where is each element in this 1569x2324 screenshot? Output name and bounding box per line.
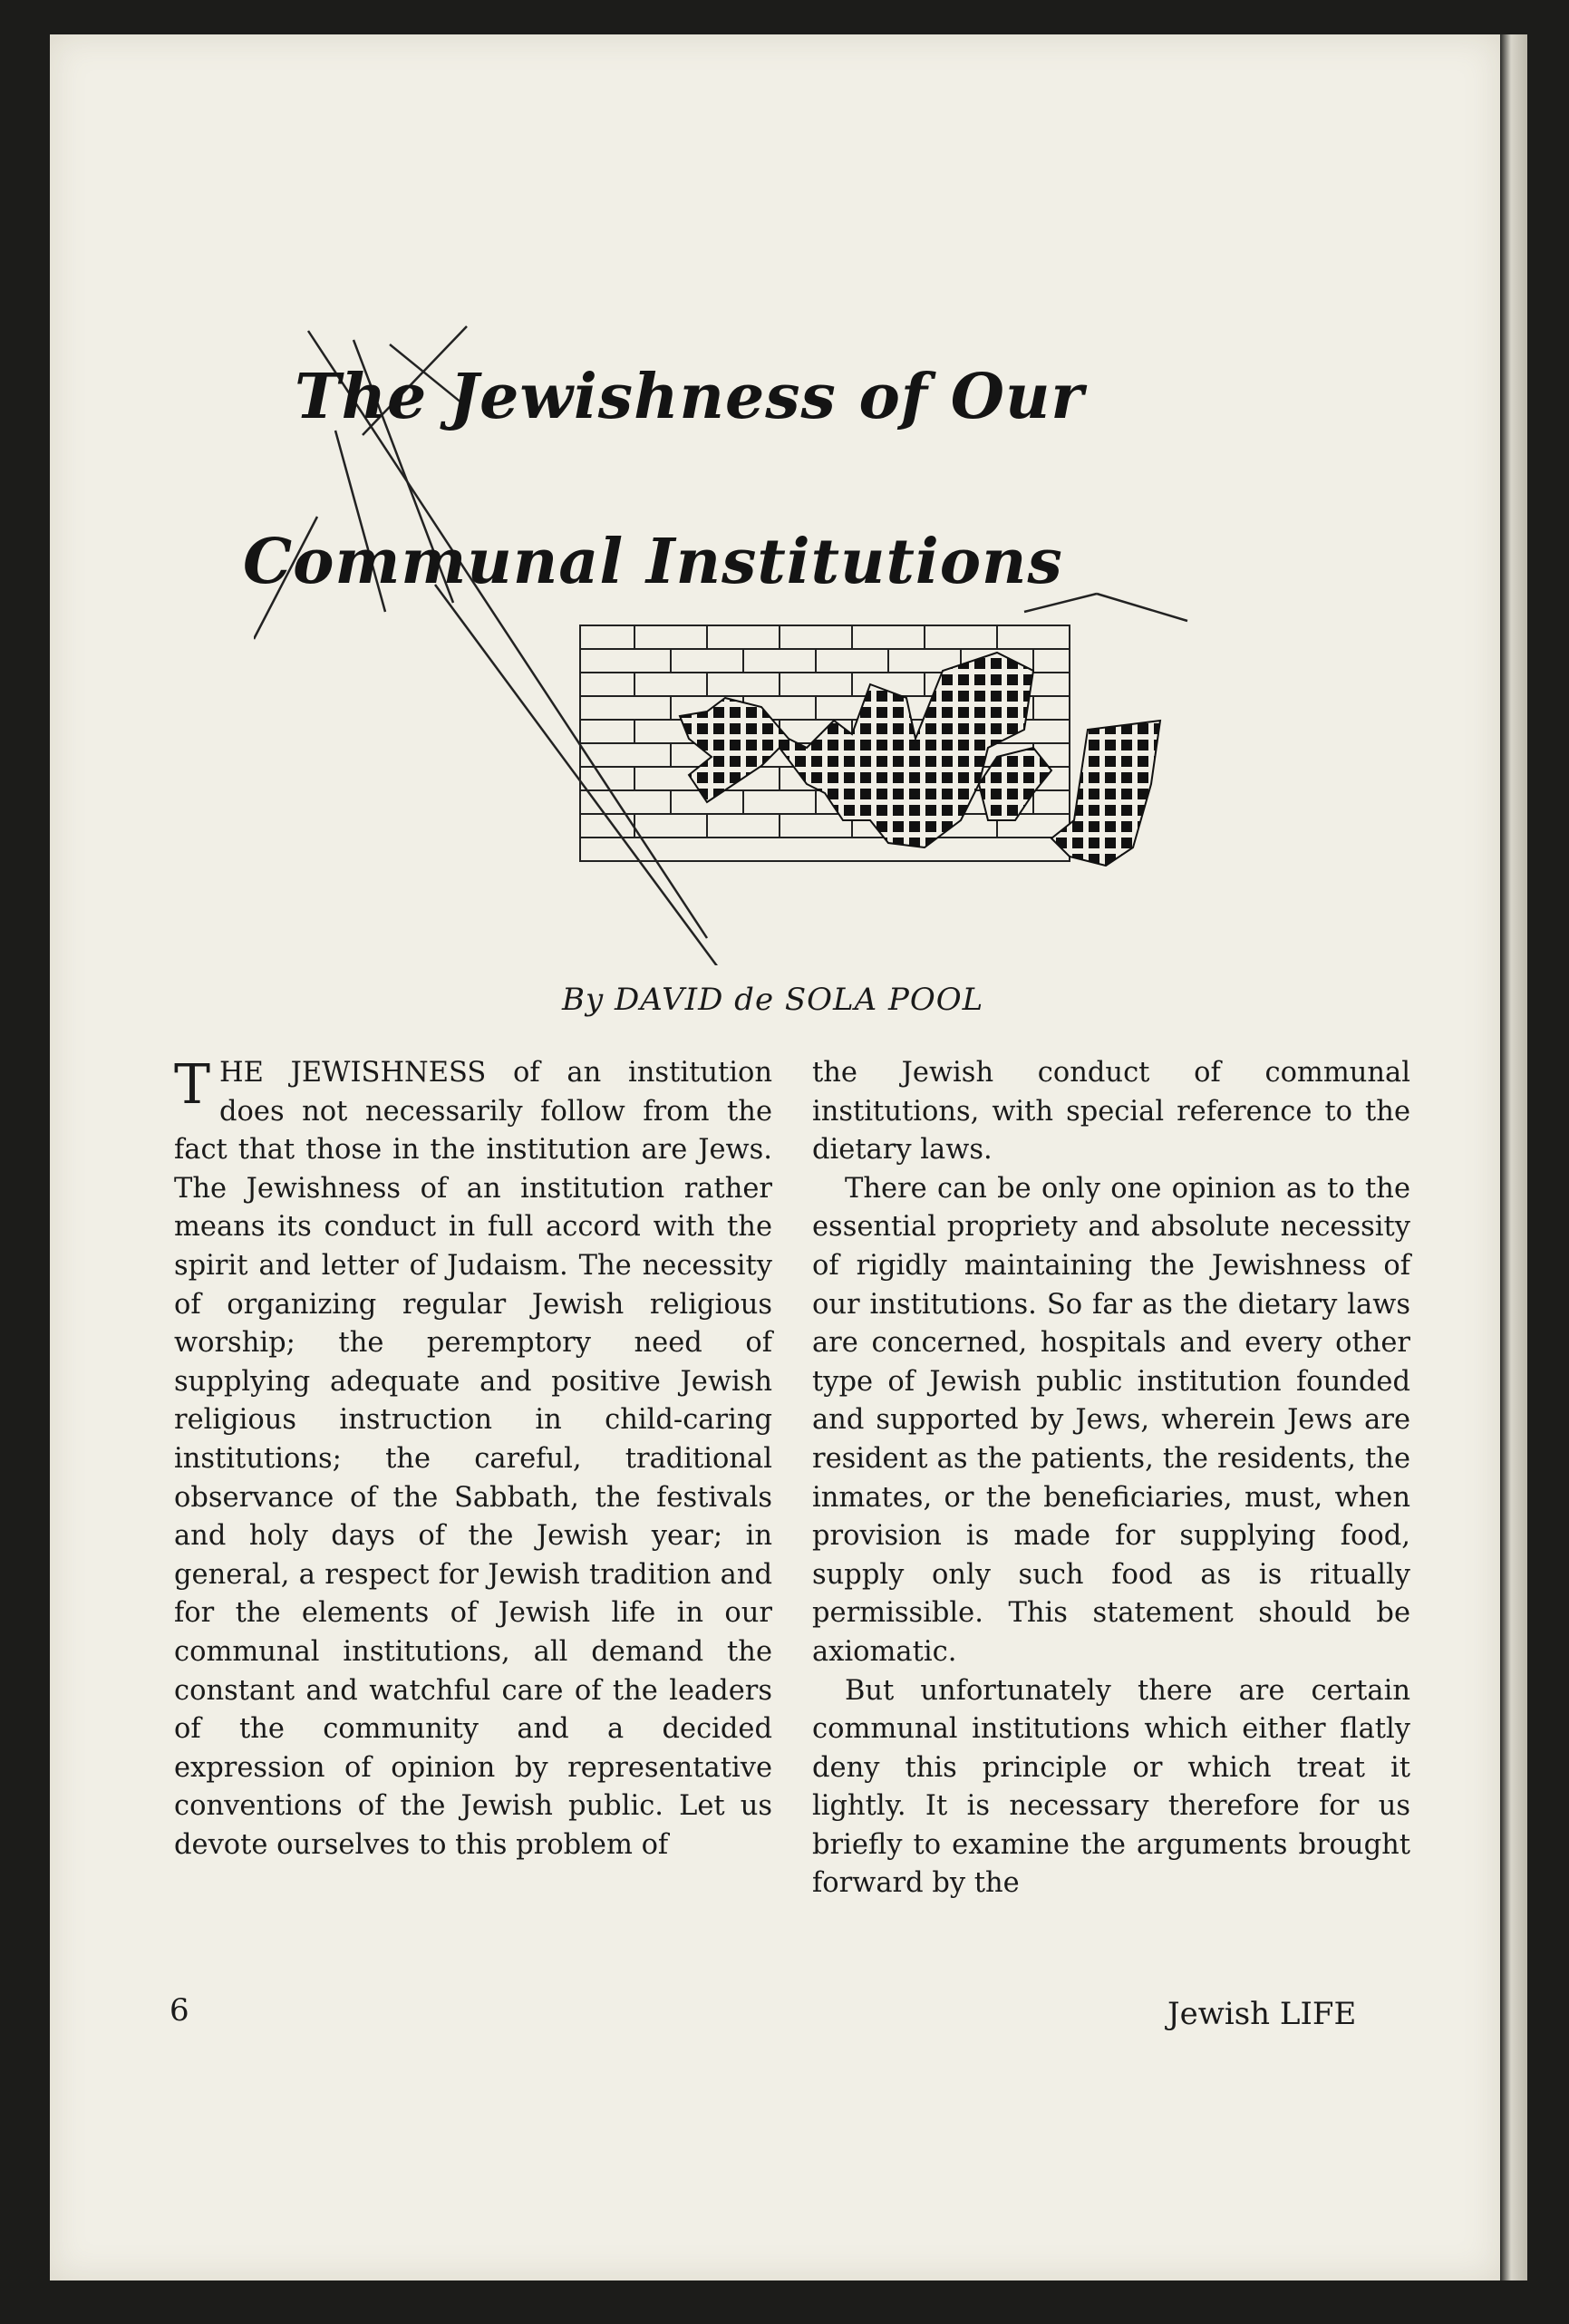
page-binding-edge bbox=[1500, 34, 1527, 2280]
article-column-left bbox=[174, 1054, 772, 1864]
article-title-line1: The Jewishness of Our bbox=[295, 361, 1085, 433]
author-byline: By DAVID de SOLA POOL bbox=[562, 982, 984, 1018]
left-paragraph-1-text: HE JEWISHNESS of an institution does not necessarily follow from the fact that those in the institution are Jews. The Jewishness of an institution rather means its conduct in full accord with the spirit and letter of Judaism. The necessity of organizing regular Jewish religious worship; the peremptory need of supplying adequate and positive Jewish religious instruction in child-caring institutions; the careful, traditional observance of the Sabbath, the festivals and holy days of the Jewish year; in general, a respect for Jewish tradition and for the elements of Jewish life in our communal institutions, all demand the constant and watchful care of the leaders of the community and a decided expression of opinion by representative conventions of the Jewish public. Let us devote ourselves to this problem of bbox=[174, 1057, 772, 1861]
article-title-line2: Communal Institutions bbox=[243, 526, 1063, 598]
right-paragraph-3: But unfortunately there are certain communal institutions which either flatly deny this principle or which treat it lightly. It is necessary therefore for us briefly to examine the arguments brought forward by the bbox=[812, 1674, 1410, 1900]
drop-cap: T bbox=[174, 1053, 211, 1117]
left-paragraph-1 bbox=[174, 1054, 772, 1864]
magazine-name: Jewish LIFE bbox=[1167, 1996, 1357, 2032]
right-paragraph-2: There can be only one opinion as to the essential propriety and absolute necessity of rigidly maintaining the Jewishness of our institutions. So far as the dietary laws are concerned, hospitals and every other type of Jewish public institution founded and supported by Jews, wherein Jews are resident as the patients, the residents, the inmates, or the beneficiaries, must, when provision is made for supplying food, supply only such food as is ritually permissible. This statement should be axiomatic. bbox=[812, 1172, 1410, 1668]
page-number: 6 bbox=[169, 1992, 189, 2029]
right-paragraph-1: the Jewish conduct of communal institutions, with special reference to the dietary laws. bbox=[812, 1057, 1410, 1167]
article-column-right bbox=[812, 1054, 1410, 1903]
